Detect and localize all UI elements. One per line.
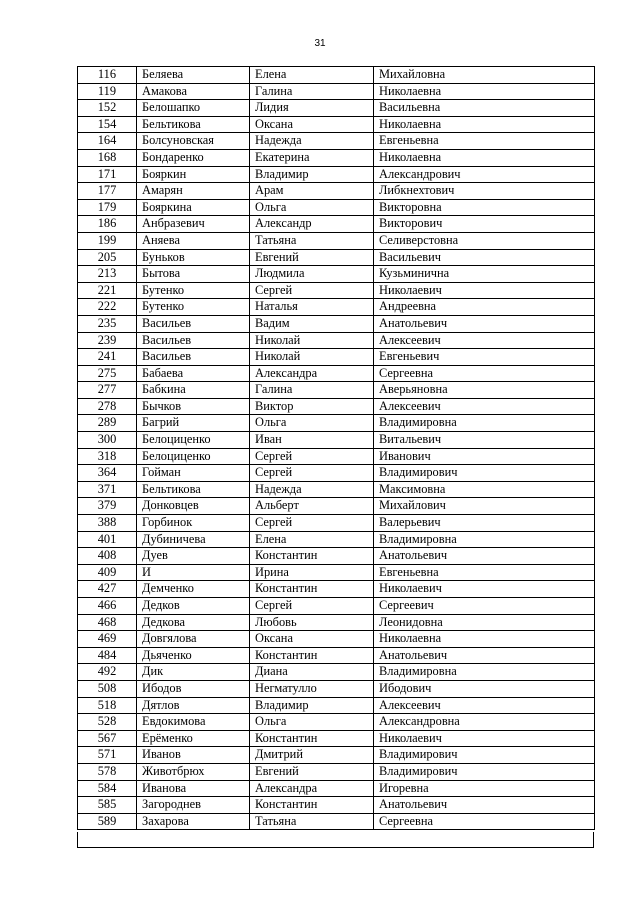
- patronymic-cell: Васильевна: [374, 100, 595, 117]
- last-name-cell: Бояркин: [137, 166, 250, 183]
- table-row: [78, 548, 595, 565]
- first-name-cell: Владимир: [250, 697, 374, 714]
- first-name-cell: Надежда: [250, 481, 374, 498]
- row-number-cell: 239: [78, 332, 137, 349]
- first-name-cell: Николай: [250, 332, 374, 349]
- table-row: [78, 697, 595, 714]
- patronymic-cell: Максимовна: [374, 481, 595, 498]
- first-name-cell: Лидия: [250, 100, 374, 117]
- row-number-cell: 379: [78, 498, 137, 515]
- patronymic-cell: Николаевна: [374, 631, 595, 648]
- row-number-cell: 152: [78, 100, 137, 117]
- first-name-cell: Елена: [250, 67, 374, 84]
- table-row: [78, 398, 595, 415]
- patronymic-cell: Владимировна: [374, 531, 595, 548]
- table-row: [78, 714, 595, 731]
- first-name-cell: Людмила: [250, 266, 374, 283]
- row-number-cell: 277: [78, 382, 137, 399]
- row-number-cell: 567: [78, 730, 137, 747]
- first-name-cell: Галина: [250, 382, 374, 399]
- table-row: [78, 149, 595, 166]
- last-name-cell: Анбразевич: [137, 216, 250, 233]
- table-row: [78, 564, 595, 581]
- row-number-cell: 179: [78, 199, 137, 216]
- row-number-cell: 116: [78, 67, 137, 84]
- roster-body: [78, 67, 595, 830]
- row-number-cell: 213: [78, 266, 137, 283]
- first-name-cell: Владимир: [250, 166, 374, 183]
- first-name-cell: Константин: [250, 581, 374, 598]
- row-number-cell: 171: [78, 166, 137, 183]
- row-number-cell: 469: [78, 631, 137, 648]
- last-name-cell: Бояркина: [137, 199, 250, 216]
- table-row: [78, 133, 595, 150]
- patronymic-cell: Николаевич: [374, 282, 595, 299]
- patronymic-cell: Сергеевна: [374, 813, 595, 830]
- last-name-cell: Ибодов: [137, 680, 250, 697]
- row-number-cell: 468: [78, 614, 137, 631]
- last-name-cell: Дьяченко: [137, 647, 250, 664]
- last-name-cell: Бельтикова: [137, 116, 250, 133]
- page-number: 31: [314, 38, 326, 49]
- patronymic-cell: Евгеньевич: [374, 349, 595, 366]
- last-name-cell: Бабкина: [137, 382, 250, 399]
- patronymic-cell: Алексеевич: [374, 332, 595, 349]
- row-number-cell: 275: [78, 365, 137, 382]
- table-row: [78, 465, 595, 482]
- first-name-cell: Вадим: [250, 315, 374, 332]
- row-number-cell: 388: [78, 515, 137, 532]
- patronymic-cell: Викторович: [374, 216, 595, 233]
- row-number-cell: 318: [78, 448, 137, 465]
- patronymic-cell: Сергеевич: [374, 598, 595, 615]
- first-name-cell: Евгений: [250, 763, 374, 780]
- first-name-cell: Дмитрий: [250, 747, 374, 764]
- patronymic-cell: Валерьевич: [374, 515, 595, 532]
- table-row: [78, 631, 595, 648]
- last-name-cell: Животбрюх: [137, 763, 250, 780]
- table-row: [78, 83, 595, 100]
- last-name-cell: Болсуновская: [137, 133, 250, 150]
- table-row: [78, 365, 595, 382]
- first-name-cell: Галина: [250, 83, 374, 100]
- patronymic-cell: Витальевич: [374, 432, 595, 449]
- row-number-cell: 518: [78, 697, 137, 714]
- first-name-cell: Наталья: [250, 299, 374, 316]
- last-name-cell: Васильев: [137, 332, 250, 349]
- table-row: [78, 249, 595, 266]
- last-name-cell: Дубиничева: [137, 531, 250, 548]
- roster-table: [77, 66, 595, 830]
- row-number-cell: 492: [78, 664, 137, 681]
- first-name-cell: Константин: [250, 647, 374, 664]
- table-row: [78, 598, 595, 615]
- table-row: [78, 166, 595, 183]
- table-row: [78, 448, 595, 465]
- last-name-cell: И: [137, 564, 250, 581]
- table-row: [78, 299, 595, 316]
- table-row: [78, 780, 595, 797]
- table-row: [78, 266, 595, 283]
- patronymic-cell: Андреевна: [374, 299, 595, 316]
- row-number-cell: 186: [78, 216, 137, 233]
- last-name-cell: Иванов: [137, 747, 250, 764]
- row-number-cell: 199: [78, 232, 137, 249]
- first-name-cell: Константин: [250, 730, 374, 747]
- patronymic-cell: Анатольевич: [374, 797, 595, 814]
- last-name-cell: Васильев: [137, 315, 250, 332]
- first-name-cell: Николай: [250, 349, 374, 366]
- first-name-cell: Екатерина: [250, 149, 374, 166]
- table-row: [78, 813, 595, 830]
- patronymic-cell: Викторовна: [374, 199, 595, 216]
- row-number-cell: 300: [78, 432, 137, 449]
- patronymic-cell: Михайловна: [374, 67, 595, 84]
- table-row: [78, 282, 595, 299]
- last-name-cell: Дятлов: [137, 697, 250, 714]
- table-row: [78, 614, 595, 631]
- row-number-cell: 289: [78, 415, 137, 432]
- row-number-cell: 484: [78, 647, 137, 664]
- patronymic-cell: Алексеевич: [374, 398, 595, 415]
- last-name-cell: Дуев: [137, 548, 250, 565]
- patronymic-cell: Леонидовна: [374, 614, 595, 631]
- patronymic-cell: Либкнехтович: [374, 183, 595, 200]
- row-number-cell: 222: [78, 299, 137, 316]
- table-row: [78, 680, 595, 697]
- table-row: [78, 100, 595, 117]
- last-name-cell: Бутенко: [137, 299, 250, 316]
- patronymic-cell: Кузьминична: [374, 266, 595, 283]
- first-name-cell: Оксана: [250, 631, 374, 648]
- first-name-cell: Виктор: [250, 398, 374, 415]
- row-number-cell: 371: [78, 481, 137, 498]
- patronymic-cell: Сергеевна: [374, 365, 595, 382]
- patronymic-cell: Николаевна: [374, 83, 595, 100]
- row-number-cell: 221: [78, 282, 137, 299]
- table-row: [78, 647, 595, 664]
- table-row: [78, 199, 595, 216]
- row-number-cell: 164: [78, 133, 137, 150]
- table-row: [78, 531, 595, 548]
- last-name-cell: Довгялова: [137, 631, 250, 648]
- patronymic-cell: Николаевич: [374, 581, 595, 598]
- row-number-cell: 278: [78, 398, 137, 415]
- table-row: [78, 664, 595, 681]
- table-row: [78, 763, 595, 780]
- last-name-cell: Бытова: [137, 266, 250, 283]
- last-name-cell: Дедков: [137, 598, 250, 615]
- first-name-cell: Татьяна: [250, 813, 374, 830]
- row-number-cell: 508: [78, 680, 137, 697]
- patronymic-cell: Анатольевич: [374, 647, 595, 664]
- last-name-cell: Иванова: [137, 780, 250, 797]
- last-name-cell: Гойман: [137, 465, 250, 482]
- patronymic-cell: Аверьяновна: [374, 382, 595, 399]
- last-name-cell: Загороднев: [137, 797, 250, 814]
- first-name-cell: Ольга: [250, 415, 374, 432]
- patronymic-cell: Николаевна: [374, 116, 595, 133]
- last-name-cell: Дедкова: [137, 614, 250, 631]
- last-name-cell: Захарова: [137, 813, 250, 830]
- last-name-cell: Багрий: [137, 415, 250, 432]
- table-row: [78, 797, 595, 814]
- row-number-cell: 119: [78, 83, 137, 100]
- table-row: [78, 747, 595, 764]
- table-footer-row: [77, 832, 594, 848]
- table-row: [78, 481, 595, 498]
- first-name-cell: Сергей: [250, 465, 374, 482]
- patronymic-cell: Евгеньевна: [374, 564, 595, 581]
- last-name-cell: Бычков: [137, 398, 250, 415]
- patronymic-cell: Владимировна: [374, 664, 595, 681]
- last-name-cell: Амакова: [137, 83, 250, 100]
- table-row: [78, 349, 595, 366]
- last-name-cell: Бутенко: [137, 282, 250, 299]
- row-number-cell: 571: [78, 747, 137, 764]
- row-number-cell: 466: [78, 598, 137, 615]
- patronymic-cell: Владимирович: [374, 763, 595, 780]
- row-number-cell: 241: [78, 349, 137, 366]
- patronymic-cell: Николаевна: [374, 149, 595, 166]
- first-name-cell: Александра: [250, 365, 374, 382]
- last-name-cell: Бондаренко: [137, 149, 250, 166]
- last-name-cell: Белоциценко: [137, 448, 250, 465]
- row-number-cell: 528: [78, 714, 137, 731]
- table-row: [78, 415, 595, 432]
- row-number-cell: 589: [78, 813, 137, 830]
- first-name-cell: Евгений: [250, 249, 374, 266]
- first-name-cell: Ольга: [250, 199, 374, 216]
- table-row: [78, 581, 595, 598]
- first-name-cell: Елена: [250, 531, 374, 548]
- patronymic-cell: Анатольевич: [374, 315, 595, 332]
- first-name-cell: Надежда: [250, 133, 374, 150]
- first-name-cell: Любовь: [250, 614, 374, 631]
- table-row: [78, 515, 595, 532]
- last-name-cell: Бельтикова: [137, 481, 250, 498]
- first-name-cell: Сергей: [250, 282, 374, 299]
- patronymic-cell: Васильевич: [374, 249, 595, 266]
- last-name-cell: Ерёменко: [137, 730, 250, 747]
- last-name-cell: Белоциценко: [137, 432, 250, 449]
- first-name-cell: Сергей: [250, 598, 374, 615]
- row-number-cell: 168: [78, 149, 137, 166]
- first-name-cell: Арам: [250, 183, 374, 200]
- row-number-cell: 235: [78, 315, 137, 332]
- patronymic-cell: Ибодович: [374, 680, 595, 697]
- first-name-cell: Александра: [250, 780, 374, 797]
- first-name-cell: Ирина: [250, 564, 374, 581]
- patronymic-cell: Александровна: [374, 714, 595, 731]
- row-number-cell: 578: [78, 763, 137, 780]
- first-name-cell: Сергей: [250, 515, 374, 532]
- patronymic-cell: Николаевич: [374, 730, 595, 747]
- row-number-cell: 364: [78, 465, 137, 482]
- first-name-cell: Константин: [250, 548, 374, 565]
- patronymic-cell: Анатольевич: [374, 548, 595, 565]
- first-name-cell: Константин: [250, 797, 374, 814]
- row-number-cell: 408: [78, 548, 137, 565]
- last-name-cell: Буньков: [137, 249, 250, 266]
- last-name-cell: Аняева: [137, 232, 250, 249]
- table-row: [78, 332, 595, 349]
- patronymic-cell: Иванович: [374, 448, 595, 465]
- last-name-cell: Донковцев: [137, 498, 250, 515]
- first-name-cell: Негматулло: [250, 680, 374, 697]
- first-name-cell: Оксана: [250, 116, 374, 133]
- last-name-cell: Евдокимова: [137, 714, 250, 731]
- first-name-cell: Альберт: [250, 498, 374, 515]
- last-name-cell: Дик: [137, 664, 250, 681]
- patronymic-cell: Михайлович: [374, 498, 595, 515]
- patronymic-cell: Александрович: [374, 166, 595, 183]
- table-row: [78, 116, 595, 133]
- patronymic-cell: Владимирович: [374, 747, 595, 764]
- row-number-cell: 205: [78, 249, 137, 266]
- last-name-cell: Васильев: [137, 349, 250, 366]
- table-row: [78, 432, 595, 449]
- patronymic-cell: Евгеньевна: [374, 133, 595, 150]
- table-row: [78, 730, 595, 747]
- first-name-cell: Диана: [250, 664, 374, 681]
- table-row: [78, 232, 595, 249]
- patronymic-cell: Игоревна: [374, 780, 595, 797]
- table-row: [78, 183, 595, 200]
- last-name-cell: Белошапко: [137, 100, 250, 117]
- row-number-cell: 154: [78, 116, 137, 133]
- last-name-cell: Демченко: [137, 581, 250, 598]
- row-number-cell: 584: [78, 780, 137, 797]
- table-row: [78, 498, 595, 515]
- row-number-cell: 177: [78, 183, 137, 200]
- row-number-cell: 427: [78, 581, 137, 598]
- last-name-cell: Беляева: [137, 67, 250, 84]
- row-number-cell: 409: [78, 564, 137, 581]
- first-name-cell: Иван: [250, 432, 374, 449]
- last-name-cell: Горбинок: [137, 515, 250, 532]
- table-row: [78, 67, 595, 84]
- patronymic-cell: Селиверстовна: [374, 232, 595, 249]
- patronymic-cell: Алексеевич: [374, 697, 595, 714]
- row-number-cell: 585: [78, 797, 137, 814]
- table-row: [78, 315, 595, 332]
- last-name-cell: Амарян: [137, 183, 250, 200]
- table-row: [78, 216, 595, 233]
- patronymic-cell: Владимирович: [374, 465, 595, 482]
- first-name-cell: Татьяна: [250, 232, 374, 249]
- first-name-cell: Александр: [250, 216, 374, 233]
- first-name-cell: Сергей: [250, 448, 374, 465]
- table-row: [78, 382, 595, 399]
- patronymic-cell: Владимировна: [374, 415, 595, 432]
- last-name-cell: Бабаева: [137, 365, 250, 382]
- first-name-cell: Ольга: [250, 714, 374, 731]
- row-number-cell: 401: [78, 531, 137, 548]
